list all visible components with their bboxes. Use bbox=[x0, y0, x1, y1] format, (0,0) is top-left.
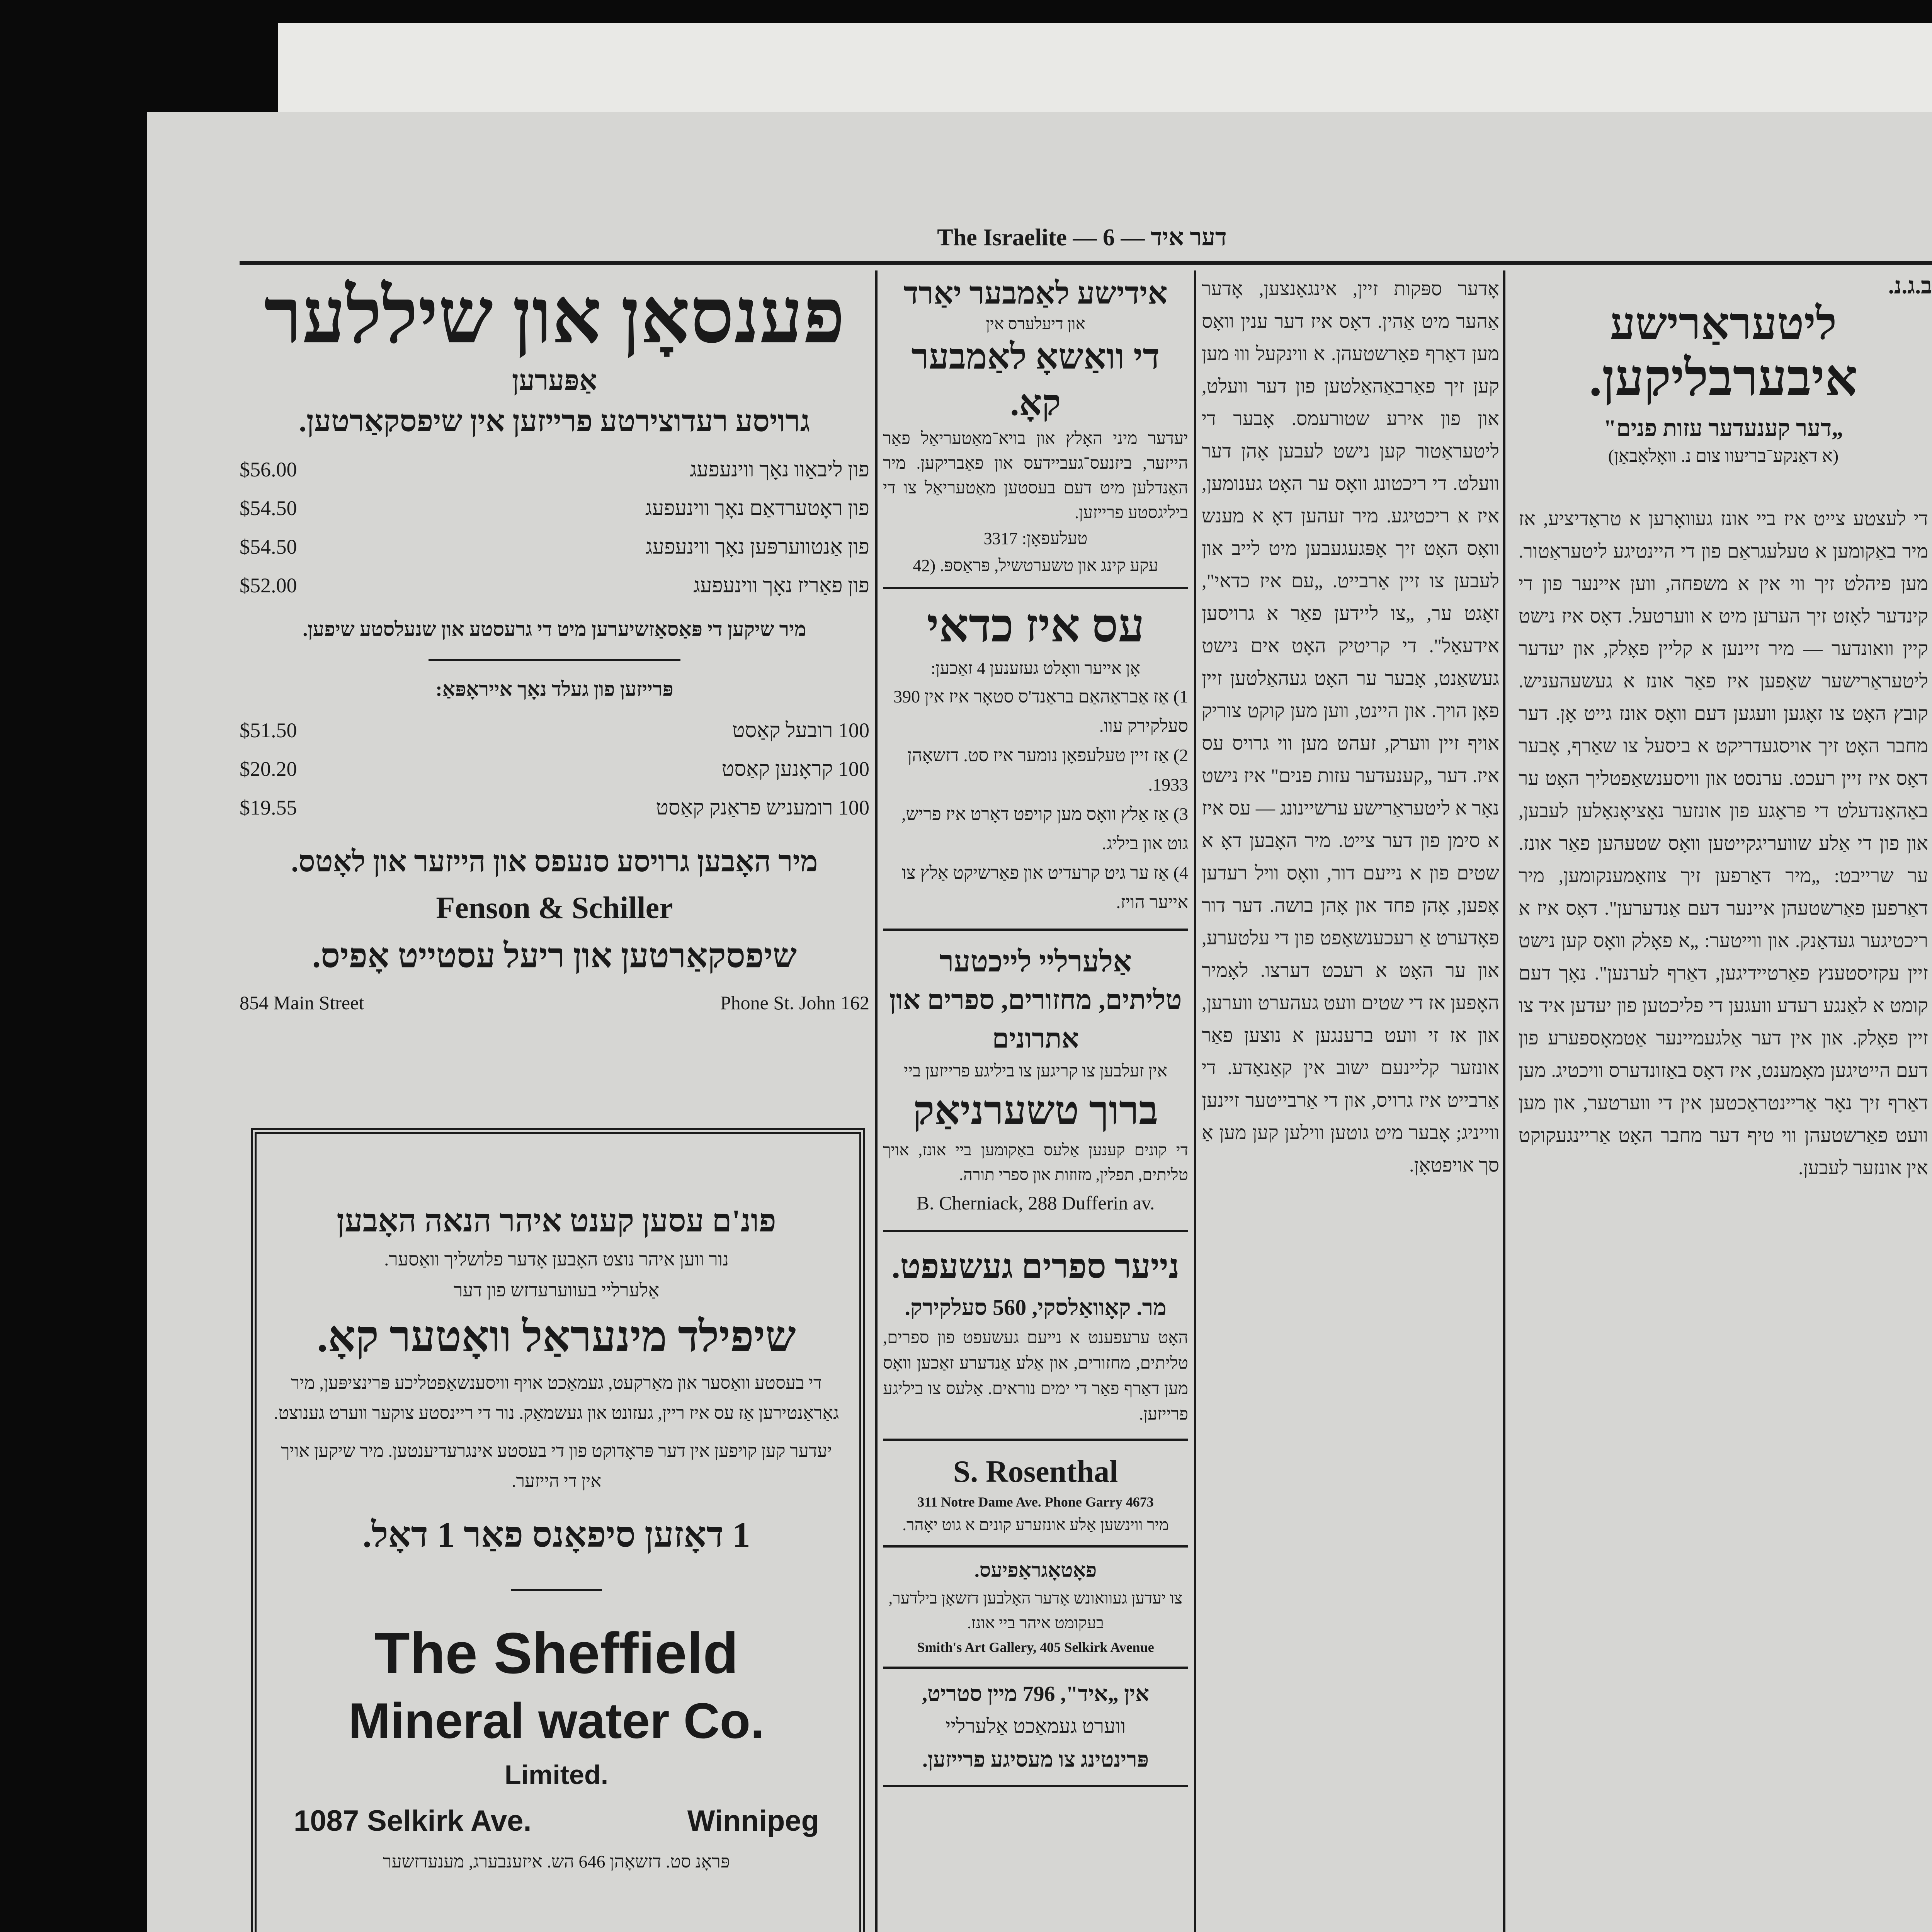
sheffield-ad-name-en: Mineral water Co. bbox=[348, 1692, 765, 1749]
article-body: די לעצטע צייט איז ביי אונז געוואָרען א טראַדיציע, אז מיר באַקומען א טעלעגראַם פון די היינטיגע ליטעראַטור. מען פיהלט זיך ווי אין א משפחה, ווען איינער פון די קינדער לאָזט זיך הערען מיט א ווערטעל. דאָס איז נישט קיין וואונדער — מיר זיינען א קליין פאָלק, און יעדער ליטעראַרישער שאַפען איז פאַר אונז א געשעהעניש. קובץ האָט צו זאָגען וועגען דעם וואָס אונז גייט אָן. דער מחבר האָט זיך אויסגעדריקט א ביסעל צו שאַרף, אָבער דאָס איז זיין רעכט. ערנסט און וויסענשאַפטליך האָט ער באַהאַנדעלט די פראַגע פון אונזער נאַציאָנאַלען לעבען, און פון די אַלע שוועריגקייטען וואָס שטעהען פאַר אונז. ער שרייבט: „מיר דאַרפען זיך צוזאַמענקומען, מיר דאַרפען פאַרשטעהן איינער דעם אַנדערען". דאָס איז א ריכטיגער געדאַנק. און ווייטער: „א פאָלק וואָס קען נישט זיין עקזיסטענץ פאַרטיידיגען, דאַרף לערנען". נאָך דעם קומט א לאַנגע רעדע וועגען די פליכטען פון יעדען איד צו זיין פאָלק. און אין דער אַלגעמיינער אַטמאָספערע פון דעם הייטיגען מאָמענט, איז דאָס באַזונדערס וויכטיג. מען דאַרף זיך נאָר אַריינטראַכטען אין די ווערטער, און מען וועט פאַרשטעהן ווי טיף דער מחבר האָט אַריינגעקוקט אין אונזער לעבען. bbox=[1519, 508, 1928, 1179]
price: $52.00 bbox=[240, 574, 297, 597]
rosenthal-ad-address: 311 Notre Dame Ave. Phone Garry 4673 bbox=[917, 1494, 1154, 1510]
price: $54.50 bbox=[240, 535, 297, 558]
price: $20.20 bbox=[240, 757, 297, 781]
price-row bbox=[240, 527, 869, 566]
shipping-ad-sub: אַפּערען bbox=[512, 365, 597, 396]
firm-address: 854 Main Street bbox=[240, 992, 364, 1014]
firm-phone: Phone St. John 162 bbox=[720, 992, 869, 1014]
column-rule bbox=[1503, 270, 1505, 1932]
photo-ad-title: פאָטאָגראַפיעס. bbox=[974, 1560, 1097, 1582]
amount: 100 bbox=[838, 796, 869, 819]
lumber-ad-footer: עקע קינג און טשערטשיל, פּראַספּ. (42 bbox=[913, 556, 1158, 575]
judaica-ad-name: ברוך טשערניאַק bbox=[913, 1088, 1158, 1133]
sheffield-ad-headline: פונ'ם עסען קענט איהר הנאה האָבען bbox=[337, 1203, 776, 1238]
bookstore-ad-title: נייער ספרים געשעפט. bbox=[891, 1248, 1180, 1286]
section-tag: ב.ג.נ. bbox=[1888, 273, 1932, 298]
route: פון פאַריז נאָך ווינעפעג bbox=[693, 574, 869, 597]
sheffield-ad-limited: Limited. bbox=[504, 1760, 609, 1790]
price-row bbox=[240, 450, 869, 489]
grocery-ad-title: עס איז כדאי bbox=[927, 600, 1145, 651]
sheffield-ad-address bbox=[270, 1796, 842, 1846]
column-rule bbox=[875, 270, 878, 1932]
real-estate-note: מיר האָבען גרויסע סנעפס און הייזער און לאָטס. bbox=[291, 845, 818, 878]
ad-divider bbox=[883, 929, 1188, 931]
grocery-ad-item: 1) אַז אַבראַהאַם בראַנד'ס סטאָר איז אין 390 סעלקירק עוו. bbox=[893, 687, 1188, 736]
sheffield-ad-line: נור ווען איהר נוצט האָבען אָדער פלושליך וואַסער. bbox=[384, 1249, 729, 1270]
exchange-heading: פּרייזען פון געלד נאָך אייראָפּאַ: bbox=[435, 679, 673, 701]
price: $51.50 bbox=[240, 719, 297, 742]
sheffield-ad-name: שיפילד מינעראַל וואָטער קאָ. bbox=[317, 1313, 796, 1361]
bookstore-ad-sub: מר. קאָוואַלסקי, 560 סעלקירק. bbox=[905, 1295, 1167, 1320]
section-heading: איבערבליקען. bbox=[1589, 350, 1858, 406]
rosenthal-ad-title: S. Rosenthal bbox=[953, 1455, 1118, 1489]
route: פון ראָטערדאַם נאָך ווינעפעג bbox=[645, 497, 869, 520]
sheffield-ad-text: די בעסטע וואַסער און מאַרקעט, געמאַכט אויף וויסענשאַפטליכע פּרינציפּען, מיר גאַראַנטירען אַז עס איז ריין, געזונט און געשמאַק. נור די ריינסטע צוקער ווערט גענוצט. bbox=[274, 1373, 839, 1423]
sheffield-city: Winnipeg bbox=[687, 1804, 819, 1837]
column-1 bbox=[1515, 272, 1932, 466]
sheffield-ad-name-en: The Sheffield bbox=[374, 1621, 738, 1685]
lumber-ad-phone: טעלעפאָן: 3317 bbox=[983, 529, 1088, 548]
ad-divider bbox=[883, 1439, 1188, 1441]
grocery-ad-intro: אָן אייער וואָלט געזענען 4 זאַכען: bbox=[930, 659, 1141, 678]
sheffield-ad-text: יעדער קען קויפען אין דער פּראָדוקט פון די בעסטע אינגרעדיענטען. מיר שיקען אויך אין די הייזער. bbox=[281, 1441, 832, 1491]
column-rule bbox=[1194, 270, 1196, 1932]
photo-ad-footer: Smith's Art Gallery, 405 Selkirk Avenue bbox=[917, 1639, 1154, 1655]
ticket-price-list bbox=[240, 450, 869, 605]
article-body: אָדער ספּקות זיין, אינגאַנצען, אָדער אַהער מיט אַהין. דאָס איז דער ענין וואָס מען דאַרף פאַרשטעהן. א ווינקעל וווּ מען קען זיך פאַרבאַהאַלטען פון דער וועלט, און פון אירע שטורעמס. אָבער די ליטעראַטור קען נישט לעבען אָהן דער וועלט. די ריכטונג וואָס ער האָט גענומען, איז א ריכטיגע. מיר זעהען דאָ א מענש וואָס האָט זיך אָפּגעגעבען מיט לייב און לעבען צו זיין אַרבייט. „עם איז כדאי", זאָגט ער, „צו ליידען פאַר א גרויסען אידעאַל". די קריטיק האָט אים נישט געשאַנט, אָבער ער האָט געהאַלטען זיין פאָן הויך. און היינט, ווען מען קוקט צוריק אויף זיין ווערק, זעהט מען ווי גרויס עס איז. דער „קענעדער עזות פנים" איז נישט נאָר א ליטעראַרישע ערשיינונג — עס איז א סימן פון דער צייט. מיר האָבען דאָ א שטים פון א נייעם דור, וואָס וויל רעדען אָפען, אָהן פחד און אָהן בושה. דער דור פאָדערט אַ רעכענשאַפט פון די עלטערע, און ער האָט א רעכט דערצו. לאָמיר האָפען אז די שטים וועט געהערט ווערען, און אז זי וועט ברענגען א נוצען פאַר אונזער קליינעם ישוב אין קאַנאַדע. די אַרבייט איז גרויס, און די אַרבייטער זיינען ווייניג; אָבער מיט גוטען ווילען קען מען אַ סך אויפטאָן. bbox=[1202, 278, 1499, 1176]
ad-divider bbox=[511, 1589, 602, 1591]
section-heading: ליטעראַרישע bbox=[1610, 299, 1837, 349]
exchange-row bbox=[240, 788, 869, 827]
price: $19.55 bbox=[240, 796, 297, 819]
sheffield-ad-phone: פּראָנ סט. דזשאָהן 646 הש. איזענבערג, מענעדזשער bbox=[383, 1852, 730, 1871]
judaica-ad-text: די קונים קענען אַלעס באַקומען ביי אונז, אויך טליתים, תפלין, מזוזות און ספרי תורה. bbox=[883, 1141, 1188, 1184]
exchange-row bbox=[240, 750, 869, 788]
shipping-ad-title: פענסאָן און שיללער bbox=[264, 274, 845, 359]
ad-divider bbox=[883, 1545, 1188, 1548]
lumber-ad-text: יעדער מיני האָלץ און בויא־מאַטעריאַל פאַר הייזער, ביזנעס־געביידעס און פאַבריקען. מיר האַנדלען מיט דעם בעסטען מאַטעריאַל צו די ביליגסטע פרייזען. bbox=[883, 429, 1188, 522]
masthead-rule bbox=[240, 261, 1932, 265]
grocery-ad-item: 2) אַז זיין טעלעפאָן נומער איז סט. דזשאָהן 1933. bbox=[907, 745, 1188, 794]
sheffield-ad-line: אַלערליי בעווערעדזש פון דער bbox=[453, 1280, 660, 1301]
article-subheading: „דער קענעדער עזות פנים" bbox=[1603, 415, 1844, 441]
route: פון ליבאַוו נאָך ווינעפעג bbox=[690, 458, 869, 481]
sheffield-street: 1087 Selkirk Ave. bbox=[294, 1804, 532, 1837]
ad-divider bbox=[883, 1667, 1188, 1669]
ad-divider bbox=[429, 659, 680, 661]
article-byline: (א דאַנקע־בריעוו צום נ. וואָלאָבאַן) bbox=[1608, 446, 1839, 466]
printing-ad-line: ווערט געמאַכט אַלערליי bbox=[945, 1716, 1126, 1738]
lumber-ad-name: די וואַשאָ לאַמבער קאָ. bbox=[911, 337, 1160, 423]
amount: 100 bbox=[838, 719, 869, 742]
firm-footer bbox=[240, 985, 869, 1020]
judaica-ad-title: אַלערליי לייכטער bbox=[939, 946, 1132, 978]
route: פון אַנטווערפּען נאָך ווינעפעג bbox=[645, 535, 869, 558]
price-row bbox=[240, 489, 869, 527]
firm-name: Fenson & Schiller bbox=[436, 891, 673, 925]
bookstore-ad-text: האָט ערעפענט א נייעם געשעפט פון ספרים, טליתים, מחזורים, און אַלע אַנדערע זאַכען וואָס מען דאַרף פאַר די ימים נוראים. אַלעס צו ביליגע פרייזען. bbox=[883, 1328, 1188, 1423]
grocery-ad-item: 3) אַז אַלץ וואָס מען קויפט דאָרט איז פריש, גוט און ביליג. bbox=[901, 804, 1188, 853]
lumber-ad-title: אידישע לאַמבער יאַרד bbox=[903, 277, 1168, 311]
sheffield-ad-price: 1 דאָזען סיפאָנס פאַר 1 דאָל. bbox=[362, 1515, 750, 1554]
amount: 100 bbox=[838, 757, 869, 781]
price-row bbox=[240, 566, 869, 605]
exchange-row bbox=[240, 711, 869, 750]
sheffield-ad bbox=[270, 1198, 842, 1877]
ad-divider bbox=[883, 1785, 1188, 1787]
price: $56.00 bbox=[240, 458, 297, 481]
photo-ad-text: צו יעדען געוואונש אָדער האָלבען דזשאָן בילדער, בעקומט איהר ביי אונז. bbox=[888, 1590, 1183, 1632]
shipping-ad-sub: גרויסע רעדוצירטע פרייזען אין שיפסקאַרטען. bbox=[299, 404, 810, 438]
printing-ad-line: אין „איד", 796 מיין סטריט, bbox=[922, 1682, 1150, 1706]
firm-sub: שיפסקאַרטען און ריעל עסטייט אָפיס. bbox=[312, 937, 797, 975]
ad-divider bbox=[883, 1230, 1188, 1232]
column-3-ads bbox=[883, 272, 1188, 1795]
exchange-rate-list bbox=[240, 711, 869, 827]
masthead: The Israelite — 6 — דער איד bbox=[937, 224, 1227, 251]
currency: רומעניש פראַנק קאַסט bbox=[656, 796, 833, 819]
lumber-ad-sub: און דיעלערס אין bbox=[986, 315, 1085, 333]
shipping-ad-note: מיר שיקען די פּאַסאַזשיערען מיט די גרעסטע און שנעלסטע שיפען. bbox=[303, 619, 806, 641]
judaica-ad-subtitle: טליתים, מחזורים, ספרים און אתרונים bbox=[889, 985, 1182, 1054]
printing-ad-line: פּרינטינג צו מעסיגע פרייזען. bbox=[922, 1748, 1149, 1772]
grocery-ad-item: 4) אַז ער גיט קרעדיט און פאַרשיקט אַלץ צו אייער הויז. bbox=[901, 863, 1188, 912]
column-4-ads bbox=[240, 272, 869, 1020]
rosenthal-ad-text: מיר ווינשען אַלע אונזערע קונים א גוט יאָהר. bbox=[902, 1516, 1169, 1534]
judaica-ad-text: אין זעלבען צו קריגען צו ביליגע פרייזען ביי bbox=[904, 1061, 1167, 1080]
price: $54.50 bbox=[240, 497, 297, 520]
currency: רובעל קאַסט bbox=[732, 719, 833, 742]
judaica-ad-footer: B. Cherniack, 288 Dufferin av. bbox=[916, 1192, 1155, 1214]
ad-divider bbox=[883, 587, 1188, 589]
currency: קראָנען קאַסט bbox=[721, 757, 833, 781]
